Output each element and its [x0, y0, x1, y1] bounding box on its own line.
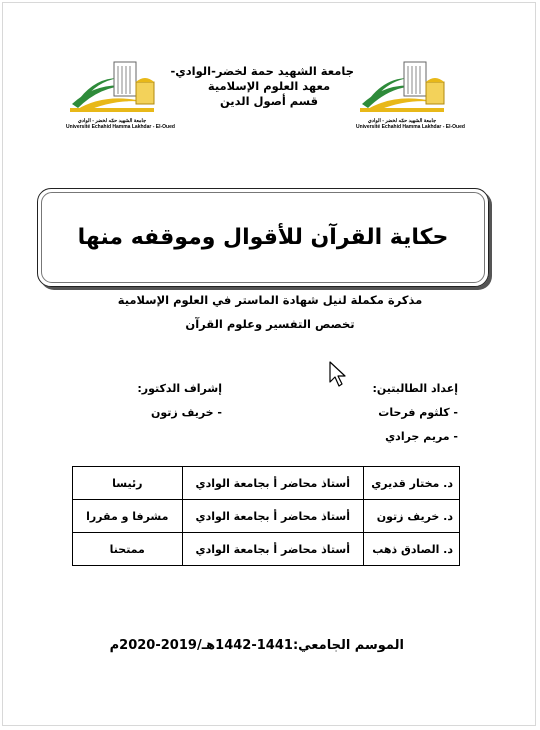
university-name: جامعة الشهيد حمة لخضر-الوادي-: [170, 64, 354, 78]
university-emblem-icon: [66, 52, 158, 118]
university-logo-right: [356, 52, 465, 130]
jury-member-role: ممتحنا: [73, 533, 183, 566]
institution-header: [170, 64, 354, 109]
jury-member-role: رئيسا: [73, 467, 183, 500]
specialization: تخصص التفسير وعلوم القرآن: [185, 317, 355, 331]
student-name: - مريم جرادي: [385, 430, 458, 443]
jury-member-title: أستاذ محاضر أ بجامعة الوادي: [182, 533, 364, 566]
jury-member-title: أستاذ محاضر أ بجامعة الوادي: [182, 500, 364, 533]
title-frame: [37, 188, 489, 287]
table-row: [73, 467, 460, 500]
logo-caption-french: Université Echahid Hamma Lakhdar - El-Oued: [66, 124, 175, 130]
student-name: - كلثوم فرحات: [378, 406, 458, 419]
institute-name: معهد العلوم الإسلامية: [207, 79, 331, 93]
jury-member-name: د. الصادق ذهب: [364, 533, 460, 566]
academic-year: الموسم الجامعي:1441-1442هـ/2019-2020م: [109, 638, 404, 653]
supervisor-name: - خريف زتون: [151, 406, 222, 419]
logo-caption-french: Université Echahid Hamma Lakhdar - El-Oued: [356, 124, 465, 130]
supervision-label: إشراف الدكتور:: [137, 382, 222, 395]
jury-table: [72, 466, 460, 566]
supervision-block: [72, 377, 222, 425]
prepared-by-label: إعداد الطالبتين:: [372, 382, 458, 395]
university-logo-left: [66, 52, 175, 130]
university-emblem-icon: [356, 52, 448, 118]
jury-member-title: أستاذ محاضر أ بجامعة الوادي: [182, 467, 364, 500]
table-row: [73, 500, 460, 533]
thesis-subtitle: مذكرة مكملة لنيل شهادة الماستر في العلوم الإسلامية: [117, 293, 423, 307]
mouse-cursor-icon: [328, 360, 348, 392]
jury-member-name: د. خريف زتون: [364, 500, 460, 533]
table-row: [73, 533, 460, 566]
logo-caption-arabic: جامعة الشهيد حمّه لخضر - الوادي: [367, 118, 437, 124]
thesis-title: حكاية القرآن للأقوال وموقفه منها: [77, 225, 449, 250]
jury-member-role: مشرفا و مقررا: [73, 500, 183, 533]
jury-member-name: د. مختار قديري: [364, 467, 460, 500]
logo-caption-arabic: جامعة الشهيد حمّه لخضر - الوادي: [77, 118, 147, 124]
department-name: قسم أصول الدين: [219, 94, 319, 108]
prepared-by-block: [372, 377, 458, 449]
